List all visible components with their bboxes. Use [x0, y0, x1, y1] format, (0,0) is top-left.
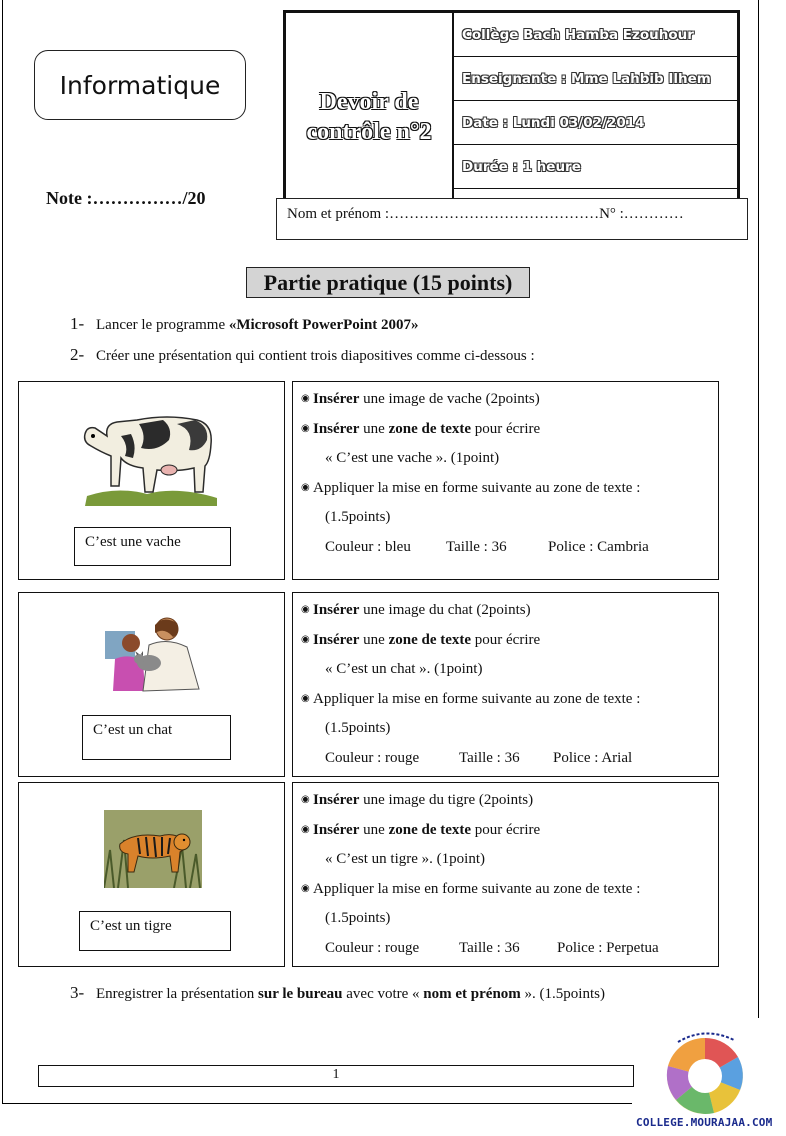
image-instruction: une image du tigre (2points): [359, 792, 534, 808]
page-number: 1: [332, 1067, 340, 1082]
image-instruction: une image de vache (2points): [359, 391, 540, 407]
pour-ecrire: pour écrire: [471, 420, 541, 437]
bullet-icon: ◉: [301, 481, 310, 493]
exam-header-table: [283, 10, 740, 200]
section-title: Partie pratique (15 points): [246, 267, 530, 298]
format-size: Taille : 36: [459, 749, 520, 766]
step-3-points: ». (1.5points): [520, 986, 605, 1002]
insert-word: Insérer: [313, 602, 360, 618]
apply-format-text: Appliquer la mise en forme suivante au zone de texte :: [313, 479, 641, 496]
bullet-icon: ◉: [301, 794, 310, 805]
format-line: [313, 937, 718, 967]
insert-word: Insérer: [313, 821, 360, 838]
exam-title-line-1: Devoir de: [319, 89, 419, 115]
format-font: Police : Perpetua: [557, 939, 659, 956]
text-zone-word: zone de texte: [388, 821, 472, 838]
points-line: (1.5points): [325, 720, 391, 736]
mourajaa-logo-icon: [658, 1026, 752, 1116]
step-3-location: sur le bureau: [258, 986, 343, 1002]
cow-image: [77, 406, 225, 506]
insert-word: Insérer: [313, 391, 360, 407]
page-frame-bottom: [2, 1103, 632, 1104]
format-font: Police : Arial: [553, 749, 633, 766]
format-size: Taille : 36: [459, 939, 520, 956]
slide-3-instructions: [292, 782, 719, 967]
exam-title-line-2: contrôle n°2: [306, 119, 432, 145]
pour-ecrire: pour écrire: [471, 631, 541, 648]
step-1-number: 1-: [70, 314, 85, 333]
quote-line: « C’est un chat ». (1point): [325, 661, 483, 677]
apply-format-text: Appliquer la mise en forme suivante au zone de texte :: [313, 690, 641, 707]
bullet-icon: ◉: [301, 882, 310, 894]
subject-box: [34, 50, 246, 120]
format-line: [313, 747, 718, 777]
format-color: Couleur : rouge: [325, 939, 420, 956]
step-3-text-2: avec votre «: [342, 986, 424, 1002]
slide-2-instructions: [292, 592, 719, 777]
school-name: Collège Bach Hamba Ezouhour: [454, 13, 737, 57]
slide-2-caption: C’est un chat: [82, 715, 231, 760]
une-word: une: [359, 631, 389, 648]
points-line: (1.5points): [325, 509, 391, 525]
page-frame-right: [758, 0, 759, 1018]
exam-date: Date : Lundi 03/02/2014: [454, 101, 737, 145]
format-size: Taille : 36: [446, 538, 507, 555]
text-zone-word: zone de texte: [388, 420, 472, 437]
step-1: [70, 314, 419, 334]
image-instruction: une image du chat (2points): [359, 602, 531, 618]
step-1-program: «Microsoft PowerPoint 2007»: [228, 317, 419, 333]
quote-line: « C’est une vache ». (1point): [325, 450, 500, 466]
step-2-text: Créer une présentation qui contient trois diapositives comme ci-dessous :: [96, 348, 535, 364]
tiger-image: [104, 810, 202, 888]
format-color: Couleur : rouge: [325, 749, 420, 766]
step-3-number: 3-: [70, 983, 85, 1002]
apply-format-text: Appliquer la mise en forme suivante au zone de texte :: [313, 880, 641, 897]
insert-word: Insérer: [313, 792, 360, 808]
quote-line: « C’est un tigre ». (1point): [325, 851, 485, 867]
slide-1-preview: [18, 381, 285, 580]
step-3-text: Enregistrer la présentation: [96, 986, 259, 1002]
subject-label: Informatique: [59, 70, 221, 100]
teacher-name: Enseignante : Mme Lahbib Ilhem: [454, 57, 737, 101]
slide-3-preview: [18, 782, 285, 967]
page-frame-left: [2, 0, 3, 1104]
pour-ecrire: pour écrire: [471, 821, 541, 838]
vet-cat-image: [103, 615, 207, 695]
step-1-text: Lancer le programme: [96, 317, 229, 333]
page-footer: [38, 1065, 634, 1087]
exam-duration: Durée : 1 heure: [454, 145, 737, 189]
bullet-icon: ◉: [301, 823, 310, 835]
une-word: une: [359, 420, 389, 437]
bullet-icon: ◉: [301, 422, 310, 434]
bullet-icon: ◉: [301, 692, 310, 704]
bullet-icon: ◉: [301, 393, 310, 404]
format-color: Couleur : bleu: [325, 538, 411, 555]
note-field: Note :……………/20: [46, 188, 206, 208]
points-line: (1.5points): [325, 910, 391, 926]
site-logo: [630, 1020, 786, 1136]
une-word: une: [359, 821, 389, 838]
text-zone-word: zone de texte: [388, 631, 472, 648]
step-2-number: 2-: [70, 345, 85, 364]
format-font: Police : Cambria: [548, 538, 649, 555]
exam-title: [286, 13, 454, 200]
slide-1-instructions: [292, 381, 719, 580]
name-and-number-field[interactable]: Nom et prénom :……………………………………N° :…………: [276, 198, 748, 240]
step-3: [70, 983, 605, 1003]
slide-1-caption: C’est une vache: [74, 527, 231, 566]
bullet-icon: ◉: [301, 604, 310, 615]
slide-3-caption: C’est un tigre: [79, 911, 231, 951]
format-line: [313, 536, 718, 566]
insert-word: Insérer: [313, 420, 360, 437]
insert-word: Insérer: [313, 631, 360, 648]
bullet-icon: ◉: [301, 633, 310, 645]
slide-2-preview: [18, 592, 285, 777]
step-2: [70, 345, 535, 365]
watermark-text: COLLEGE.MOURAJAA.COM: [636, 1116, 773, 1129]
step-3-filename: nom et prénom: [423, 986, 521, 1002]
